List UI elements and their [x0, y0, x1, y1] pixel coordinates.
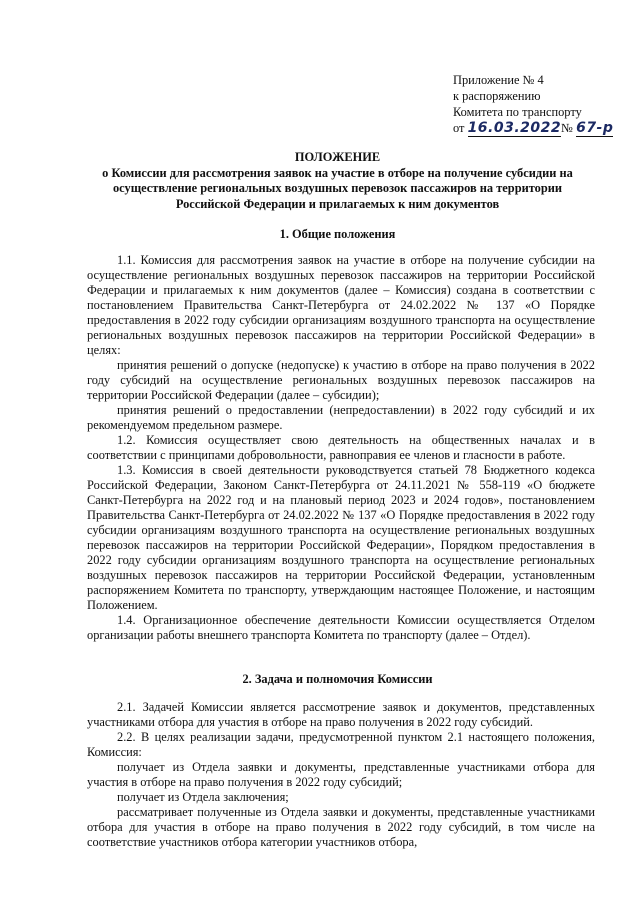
paragraph: 2.2. В целях реализации задачи, предусмотренной пунктом 2.1 настоящего положения, Комиссия: — [87, 730, 595, 759]
paragraph: 1.1. Комиссия для рассмотрения заявок на участие в отборе на получение субсидии на осуществление региональных воздушных перевозок пассажиров на территории Российской Федерации и прилагаемых к ним документов (далее – Комиссия) создана в соответствии с постановлением Правительства Санкт-Петербурга от 24.02.2022 № 137 «О Порядке предоставления в 2022 году субсидии организациям воздушного транспорта на осуществление региональных воздушных перевозок пассажиров на территории Российской Федерации» в целях: — [87, 253, 595, 357]
annex-line-3: Комитета по транспорту — [453, 105, 582, 119]
paragraph: рассматривает полученные из Отдела заявки и документы, представленные участниками отбора для участия в отборе на право получения в 2022 году субсидий, в том числе на соответствие участников отбора категории участников отбора, — [87, 805, 595, 849]
section-2-heading: 2. Задача и полномочия Комиссии — [242, 672, 433, 686]
section-1-heading: 1. Общие положения — [279, 227, 396, 241]
date-prefix: от — [453, 121, 465, 135]
annex-line-2: к распоряжению — [453, 89, 541, 103]
section-1-body — [87, 253, 595, 643]
paragraph: 1.4. Организационное обеспечение деятельности Комиссии осуществляется Отделом организации работы внешнего транспорта Комитета по транспорту (далее – Отдел). — [87, 613, 595, 642]
title-subtitle: о Комиссии для рассмотрения заявок на участие в отборе на получение субсидии на осуществление региональных воздушных перевозок пассажиров на территории Российской Федерации и прилагаемых к ним документов — [102, 165, 573, 211]
handwritten-number-field — [576, 120, 613, 137]
handwritten-number: 67-р — [576, 120, 614, 136]
annex-date-line — [453, 120, 614, 137]
paragraph: принятия решений о предоставлении (непредоставлении) в 2022 году субсидий и их рекомендуемом предельном размере. — [87, 403, 595, 432]
paragraph: получает из Отдела заключения; — [117, 790, 289, 804]
section-2-body — [87, 700, 595, 850]
paragraph: 2.1. Задачей Комиссии является рассмотрение заявок и документов, представленных участниками отбора для участия в отборе на право получения в 2022 году субсидий. — [87, 700, 595, 729]
paragraph: 1.2. Комиссия осуществляет свою деятельность на общественных началах и в соответствии с принципами добровольности, равноправия ее членов и гласности в работе. — [87, 433, 595, 462]
handwritten-date: 16.03.2022 — [467, 120, 562, 136]
number-prefix: № — [561, 121, 573, 135]
paragraph: получает из Отдела заявки и документы, представленные участниками отбора для участия в отборе на право получения в 2022 году субсидий; — [87, 760, 595, 789]
annex-line-1: Приложение № 4 — [453, 73, 544, 87]
paragraph: 1.3. Комиссия в своей деятельности руководствуется статьей 78 Бюджетного кодекса Российской Федерации, Законом Санкт-Петербурга от 24.11.2021 № 558-119 «О бюджете Санкт-Петербурга на 2022 год и на плановый период 2023 и 2024 годов», постановлением Правительства Санкт-Петербурга от 24.02.2022 № 137 «О Порядке предоставления в 2022 году субсидии организациям воздушного транспорта на осуществление региональных воздушных перевозок пассажиров на территории Российской Федерации», Порядком предоставления в 2022 году субсидии организациям воздушного транспорта на осуществление региональных воздушных перевозок пассажиров на территории Российской Федерации, установленным распоряжением Комитета по транспорту, утверждающим настоящее Положение, и настоящим Положением. — [87, 463, 595, 612]
annex-block — [453, 72, 614, 137]
handwritten-date-field — [468, 120, 562, 137]
paragraph: принятия решений о допуске (недопуске) к участию в отборе на право получения в 2022 году субсидий на осуществление региональных воздушных перевозок пассажиров на территории Российской Федерации (далее – субсидии); — [87, 358, 595, 402]
document-title — [80, 150, 595, 212]
title-heading: ПОЛОЖЕНИЕ — [294, 150, 381, 164]
